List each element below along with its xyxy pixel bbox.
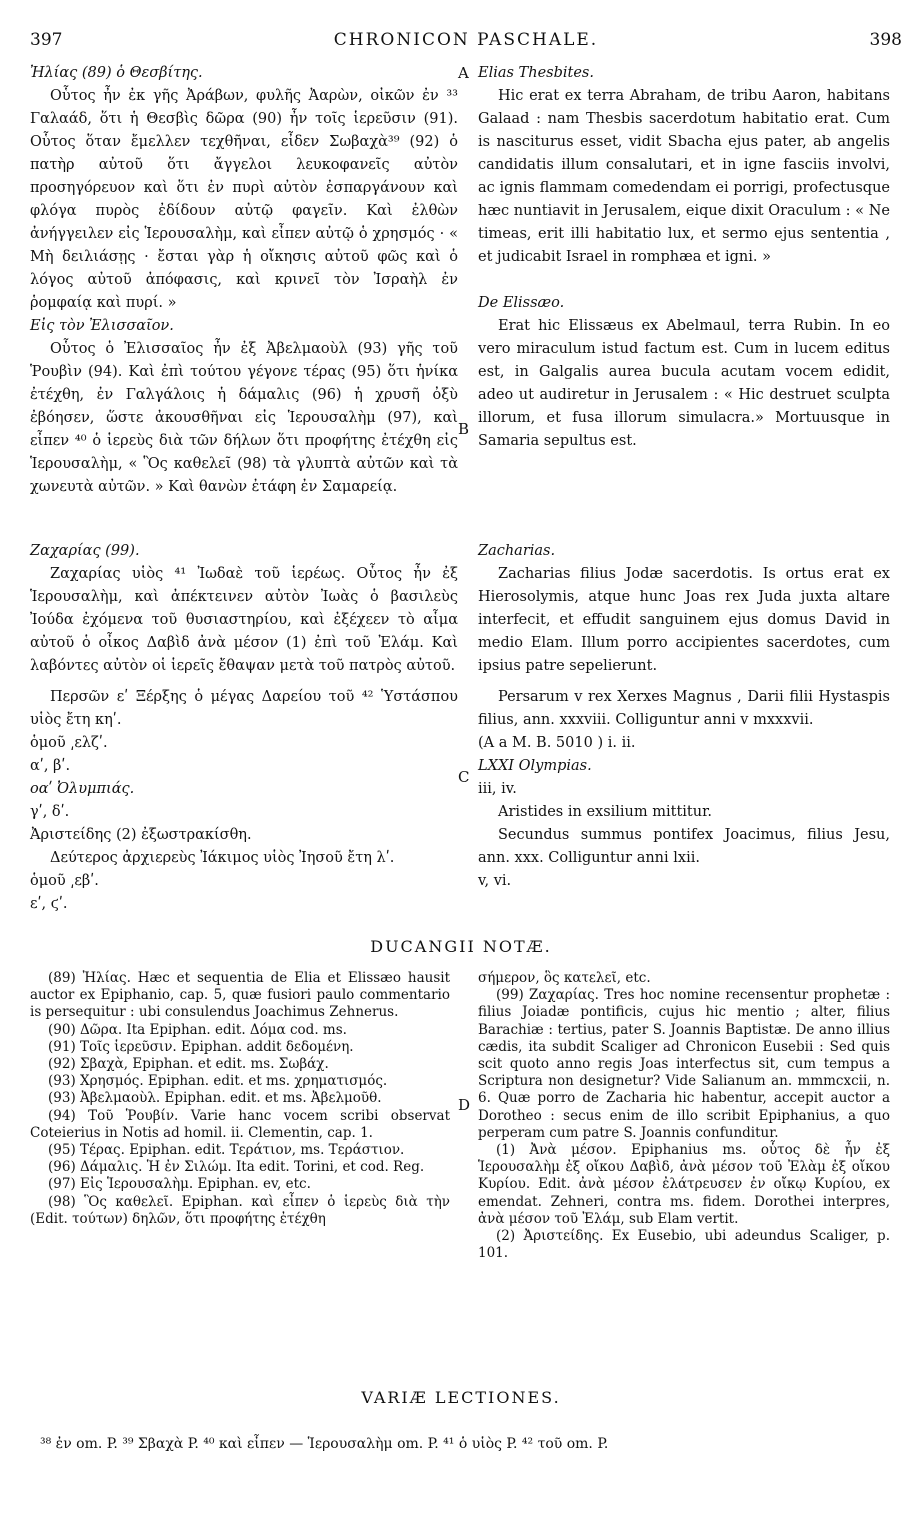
latin-zacharias-heading: Zacharias. [478, 543, 556, 559]
greek-years-gd: γʹ, δʹ. [30, 804, 70, 820]
greek-column-top [30, 62, 458, 499]
latin-elisha-heading: De Elissæo. [478, 295, 565, 311]
latin-column-top [478, 62, 890, 453]
note-92: (92) Σβαχὰ, Epiphan. et edit. ms. Σωβάχ. [48, 1056, 329, 1073]
greek-years-ab: αʹ, βʹ. [30, 758, 71, 774]
note-93a: (93) Χρησμός. Epiphan. edit. et ms. χρηματισμός. [48, 1073, 388, 1090]
greek-xerxes-line: Περσῶν εʹ Ξέρξης ὁ μέγας Δαρείου τοῦ ⁴² Ὑστάσπου υἱὸς ἔτη κηʹ. [30, 689, 458, 728]
greek-zacharias-heading: Ζαχαρίας (99). [30, 543, 140, 559]
margin-marker-b: B [458, 420, 470, 438]
note-2: (2) Ἀριστείδης. Ex Eusebio, ubi adeundus Scaliger, p. 101. [478, 1228, 890, 1262]
greek-elisha-text: Οὗτος ὁ Ἐλισσαῖος ἦν ἐξ Ἀβελμαοὺλ (93) γῆς τοῦ Ῥουβὶν (94). Καὶ ἐπὶ τούτου γέγονε τέρας (95) ὅτι ἡνίκα ἐτέχθη, ἐν Γαλγάλοις ἡ δάμαλις (96) ἡ χρυσῆ ὀξὺ ἐβόησεν, ὥστε ἀκουσθῆναι εἰς Ἱερουσαλὴμ (97), καὶ εἶπεν ⁴⁰ ὁ ἱερεὺς διὰ τῶν δήλων ὅτι προφήτης ἐτέχθη εἰς Ἱερουσαλὴμ, « Ὃς καθελεῖ (98) τὰ γλυπτὰ αὐτῶν καὶ τὰ χωνευτὰ αὐτῶν. » Καὶ θανὼν ἐτάφη ἐν Σαμαρείᾳ. [30, 341, 458, 495]
ducange-notes-title: DUCANGII NOTÆ. [370, 937, 552, 956]
variae-lectiones-title: VARIÆ LECTIONES. [361, 1388, 561, 1407]
margin-marker-d: D [458, 1096, 471, 1114]
note-90: (90) Δῶρα. Ita Epiphan. edit. Δόμα cod. ms. [48, 1021, 347, 1038]
note-93b: (93) Ἀβελμαοὺλ. Epiphan. edit. et ms. Ἀβελμοῦθ. [48, 1090, 382, 1107]
running-title: CHRONICON PASCHALE. [333, 30, 599, 50]
page-header [30, 30, 902, 56]
latin-elisha-text: Erat hic Elissæus ex Abelmaul, terra Rubin. In eo vero miraculum istud factum est. Cum in lucem editus est, in Galgalis aurea bucula acutam vocem edidit, adeo ut audiretur in Jerusalem : « Hic destruet sculpta illorum, et fusa illorum simulacra.» Mortuusque in Samaria sepultus est. [478, 318, 890, 449]
ducange-notes-left [30, 970, 450, 1228]
latin-years-34: iii, iv. [478, 781, 517, 797]
greek-olympias: οαʹ Ὀλυμπιάς. [30, 781, 135, 797]
greek-xerxes-sum: ὁμοῦ ͵ελζʹ. [30, 735, 108, 751]
note-95: (95) Τέρας. Epiphan. edit. Τεράτιον, ms. Τεράστιον. [48, 1142, 405, 1159]
page-number-right: 398 [869, 30, 902, 50]
greek-elisha-heading: Εἰς τὸν Ἐλισσαῖον. [30, 318, 174, 334]
greek-aristides: Ἀριστείδης (2) ἐξωστρακίσθη. [30, 827, 252, 843]
note-98-continued: σήμερον, ὃς κατελεῖ, etc. [478, 970, 651, 986]
note-89: (89) Ἠλίας. Hæc et sequentia de Elia et Elissæo hausit auctor ex Epiphanio, cap. 5, quæ fusiori paulo commentario is persequitur : ubi consulendus Joachimus Zehnerus. [30, 970, 450, 1021]
greek-years-es: εʹ, ϛʹ. [30, 896, 68, 912]
latin-persarum: Persarum v rex Xerxes Magnus , Darii filii Hystaspis filius, ann. xxxviii. Colliguntur anni v mxxxvii. [478, 689, 890, 728]
note-96: (96) Δάμαλις. Ἡ ἐν Σιλώμ. Ita edit. Torini, et cod. Reg. [48, 1159, 425, 1176]
greek-elias-heading: Ἠλίας (89) ὁ Θεσβίτης. [30, 65, 203, 81]
latin-elias-text: Hic erat ex terra Abraham, de tribu Aaron, habitans Galaad : nam Thesbis sacerdotum habitatio erat. Cum is nasciturus esset, vidit Sbacha ejus pater, ab angelis candidatis illum consalutari, et in igne fasciis involvi, ac ignis flammam comedendam ei porrigi, profectusque hæc nuntiavit in Jerusalem, eique dixit Oraculum : « Ne timeas, erit illi habitatio lux, et sermo ejus sententia , et judicabit Israel in romphæa et igni. » [478, 88, 890, 265]
latin-years-56: v, vi. [478, 873, 512, 889]
ducange-notes-right [478, 970, 890, 1262]
note-98: (98) Ὃς καθελεῖ. Epiphan. καὶ εἶπεν ὁ ἱερεὺς διὰ τὴν (Edit. τούτων) δηλῶν, ὅτι προφήτης ἐτέχθη [30, 1193, 450, 1227]
greek-homou: ὁμοῦ ͵εβʹ. [30, 873, 99, 889]
margin-marker-a: A [458, 64, 469, 82]
note-97: (97) Εἰς Ἱερουσαλὴμ. Epiphan. ev, etc. [48, 1176, 311, 1193]
latin-column-middle [478, 540, 890, 893]
margin-marker-c: C [458, 768, 470, 786]
latin-secundus: Secundus summus pontifex Joacimus, filius Jesu, ann. xxx. Colliguntur anni lxii. [478, 827, 890, 866]
note-91: (91) Τοῖς ἱερεῦσιν. Epiphan. addit δεδομένη. [48, 1038, 354, 1055]
greek-column-middle [30, 540, 458, 916]
greek-elias-text: Οὗτος ἦν ἐκ γῆς Ἀράβων, φυλῆς Ἀαρὼν, οἰκῶν ἐν ³³ Γαλαάδ, ὅτι ἡ Θεσβὶς δῶρα (90) ἦν τοῖς ἱερεῦσιν (91). Οὗτος ὅταν ἔμελλεν τεχθῆναι, εἶδεν Σωβαχὰ³⁹ (92) ὁ πατὴρ αὐτοῦ ὅτι ἄγγελοι λευκοφανεῖς αὐτὸν προσηγόρευον καὶ ὅτι ἐν πυρὶ αὐτὸν ἐσπαργάνουν καὶ φλόγα πυρὸς ἐδίδουν αὐτῷ φαγεῖν. Καὶ ἐλθὼν ἀνήγγειλεν εἰς Ἱερουσαλὴμ, καὶ εἶπεν αὐτῷ ὁ χρησμός · « Μὴ δειλιάσῃς · ἔσται γὰρ ἡ οἴκησις αὐτοῦ φῶς καὶ ὁ λόγος αὐτοῦ ἀπόφασις, καὶ κρινεῖ τὸν Ἰσραὴλ ἐν ῥομφαίᾳ καὶ πυρί. » [30, 88, 458, 311]
variae-lectiones-text: ³⁸ ἐν om. P. ³⁹ Σβαχὰ P. ⁴⁰ καὶ εἶπεν — Ἱερουσαλὴμ om. P. ⁴¹ ὁ υἱὸς P. ⁴² τοῦ om. P. [40, 1436, 609, 1452]
note-99: (99) Ζαχαρίας. Tres hoc nomine recensentur prophetæ : filius Joiadæ pontificis, cujus hic mentio ; alter, filius Barachiæ : tertius, pater S. Joannis Baptistæ. De anno illius cædis, ita subdit Scaliger ad Chronicon Eusebii : Sed quis scit quoto anno regis Joas interfectus sit, cum tempus a Scriptura non designetur? Vide Salianum an. mmmcxcii, n. 6. Quæ porro de Zacharia hic habentur, accepit auctor a Dorotheo : secus enim de illo scribit Epiphanius, a quo perperam cum patre S. Joannis confunditur. [478, 987, 890, 1141]
latin-am: (A a M. B. 5010 ) i. ii. [478, 735, 636, 751]
latin-aristides: Aristides in exsilium mittitur. [498, 804, 713, 820]
note-94: (94) Τοῦ Ῥουβίν. Varie hanc vocem scribi observat Coteierius in Notis ad homil. ii. Clementin, cap. 1. [30, 1107, 450, 1141]
latin-olympias: LXXI Olympias. [478, 758, 592, 774]
greek-zacharias-text: Ζαχαρίας υἱὸς ⁴¹ Ἰωδαὲ τοῦ ἱερέως. Οὗτος ἦν ἐξ Ἱερουσαλὴμ, καὶ ἀπέκτεινεν αὐτὸν Ἰωὰς ὁ βασιλεὺς Ἰούδα ἐχόμενα τοῦ θυσιαστηρίου, καὶ ἐξέχεεν τὸ αἷμα αὐτοῦ ὁ οἶκος Δαβὶδ ἀνὰ μέσον (1) ἐπὶ τοῦ Ἐλάμ. Καὶ λαβόντες αὐτὸν οἱ ἱερεῖς ἔθαψαν μετὰ τοῦ πατρὸς αὐτοῦ. [30, 566, 458, 674]
note-1: (1) Ἀνὰ μέσον. Epiphanius ms. οὗτος δὲ ἦν ἐξ Ἱερουσαλὴμ ἐξ οἴκου Δαβὶδ, ἀνὰ μέσον τοῦ Ἐλὰμ ἐξ οἴκου Κυρίου. Edit. ἀνὰ μέσον ἐλάτρευσεν ἐν οἴκῳ Κυρίου, ex emendat. Zehneri, contra ms. fidem. Dorothei interpres, ἀνὰ μέσον τοῦ Ἐλάμ, sub Elam vertit. [478, 1142, 890, 1227]
greek-deuteros: Δεύτερος ἀρχιερεὺς Ἰάκιμος υἱὸς Ἰησοῦ ἔτη λʹ. [50, 850, 395, 866]
latin-zacharias-text: Zacharias filius Jodæ sacerdotis. Is ortus erat ex Hierosolymis, atque hunc Joas rex Juda juxta altare interfecit, et effudit sanguinem ejus domus David in medio Elam. Illum porro accipientes sacerdotes, cum ipsius patre sepelierunt. [478, 566, 890, 674]
latin-elias-heading: Elias Thesbites. [478, 65, 594, 81]
page-number-left: 397 [30, 30, 63, 50]
